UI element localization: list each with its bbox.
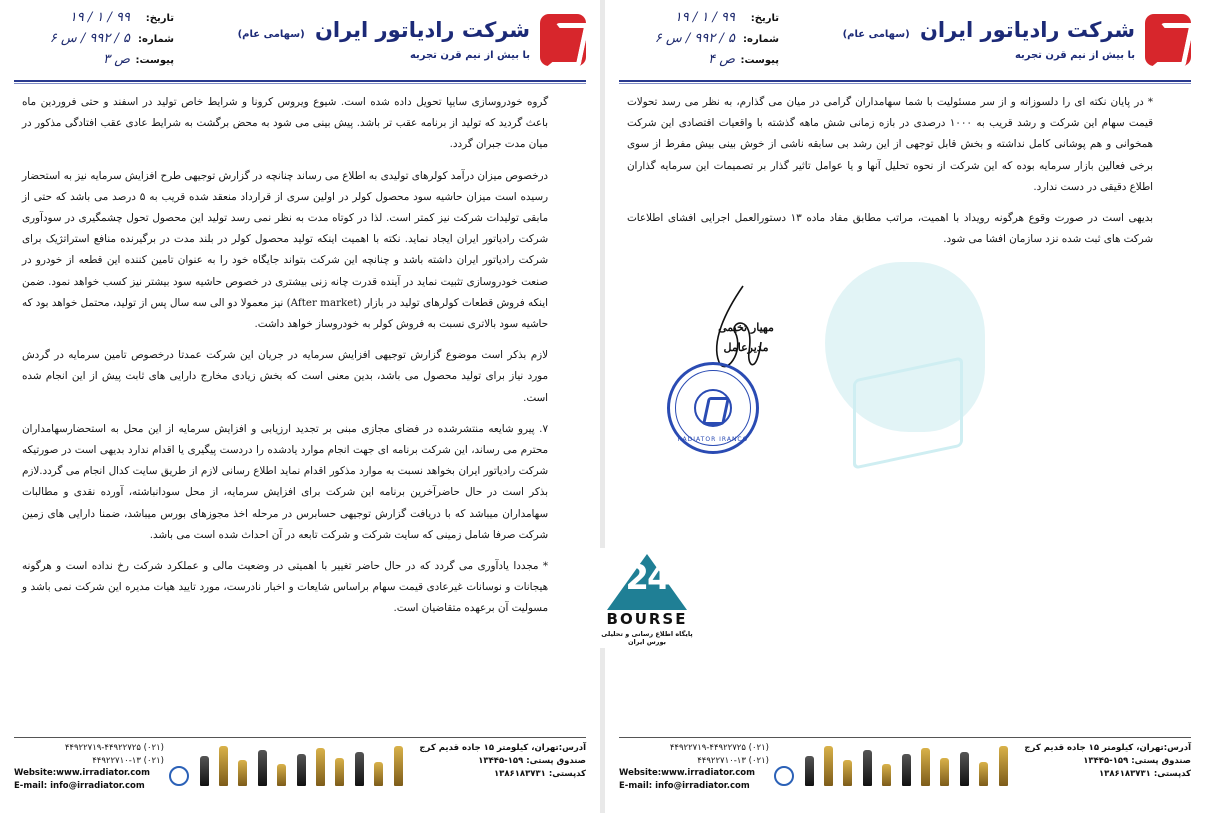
trophy-icon [805,756,814,786]
letter-body [627,92,1153,260]
paragraph: لازم بذکر است موضوع گزارش توجیهی افزایش سرمایه در جریان این شرکت عمدتا درخصوص تامین سرمایه در گردش مورد نیاز برای تولید محصول می باشد، بدین معنی است که بخش زیادی مخارج دارایی های ثابت پیش از این انجام شده است. [22,349,548,404]
certificate-badge-icon [169,766,189,786]
paragraph: درخصوص میزان درآمد کولرهای تولیدی به اطلاع می رساند چنانچه در گزارش توجیهی طرح افزایش سرمایه نیز به استحضار رسیده است میزان حاشیه سود محصول کولر در اولین سری از قرارداد منعقد شده قریب به ۵ درصد می باشد که حتی از مابقی تولیدات شرکت نیز کمتر است. لذا در کوتاه مدت به نظر نمی رسد تولید این محصول تحول چشمگیری در سودآوری شرکت رادیاتور ایران ایجاد نماید. نکته با اهمیت اینکه تولید محصول کولر در بلند مدت در برگیرنده منافع استراتژیک برای شرکت رادیاتور ایران داشته باشد و چنانچه این شرکت بتواند جایگاه خود را به عنوان تامین کننده این قطعه از خودرو در صنعت خودروسازی تثبیت نماید در آینده قدرت چانه زنی بیشتری در خصوص حاشیه سود بیشتر نیز کسب خواهد نمود. ضمن اینکه فروش قطعات کولرهای تولید در بازار (After market) نیز معمولا دو الی سه سال پس از تولید، محتمل خواهد بود که حاشیه سود بالاتری نسبت به فروش کولر به خودروساز خواهد داشت. [22,169,548,331]
date-label: تاریخ: [145,13,174,24]
signature-block [715,318,777,358]
footer-website: Website:www.irradiator.com [619,768,755,778]
footer-divider [619,737,1191,738]
company-logo-icon [1145,14,1191,66]
footer-divider [14,737,586,738]
company-name: شرکت رادیاتور ایران (سهامی عام) [842,18,1135,42]
attachment-value: ص ۴ [708,52,735,67]
footer-phone: (۰۲۱) ۴۴۹۲۲۷۱۹-۴۴۹۲۲۷۲۵ [64,743,164,753]
bourse24-number: 24 [625,558,669,598]
trophy-icon [297,754,306,786]
address-line: صندوق پستی: ۱۵۹-۱۳۴۴۵ [478,756,586,766]
date-value: ۹۹ / ۱ / ۱۹ [674,10,735,25]
footer-address [1021,742,1191,781]
trophy-icon [374,762,383,786]
date-label: تاریخ: [750,13,779,24]
company-tagline: با بیش از نیم قرن تجربه [409,50,530,61]
number-value: ۵ / ۹۹۲ / س ۶ [49,31,130,46]
header-divider-thin [14,83,586,84]
address-line: صندوق پستی: ۱۵۹-۱۳۴۴۵ [1083,756,1191,766]
trophy-icon [960,752,969,786]
certificate-badge-icon [774,766,794,786]
trophy-icon [238,760,247,786]
attachment-label: پیوست: [740,55,779,66]
letter-footer [619,742,1191,802]
letterhead [619,8,1191,80]
trophy-icon [882,764,891,786]
bourse24-word: BOURSE [606,610,688,628]
address-line: کدپستی: ۱۳۸۶۱۸۳۷۳۱ [1098,769,1191,779]
attachment-label: پیوست: [135,55,174,66]
letter-page-left [0,0,600,813]
address-line: آدرس:تهران، کیلومتر ۱۵ جاده قدیم کرج [1024,743,1191,753]
letter-footer [14,742,586,802]
trophy-icon [940,758,949,786]
header-divider [14,80,586,82]
footer-email: E-mail: info@irradiator.com [14,780,145,791]
number-value: ۵ / ۹۹۲ / س ۶ [654,31,735,46]
number-label: شماره: [138,34,174,45]
attachment-value: ص ۳ [103,52,130,67]
awards-strip [769,744,1013,786]
trophy-icon [258,750,267,786]
paragraph: بدیهی است در صورت وقوع هرگونه رویداد با اهمیت، مراتب مطابق مفاد ماده ۱۳ دستورالعمل اجرایی افشای اطلاعات شرکت های ثبت شده نزد سازمان افشا می شود. [627,212,1153,246]
company-type: (سهامی عام) [237,29,305,40]
header-divider [619,80,1191,82]
letter-meta [619,10,779,73]
trophy-icon [355,752,364,786]
footer-fax: (۰۲۱) ۴۴۹۲۲۷۱۰-۱۳ [92,755,164,766]
footer-contact [619,742,769,792]
trophy-icon [335,758,344,786]
number-label: شماره: [743,34,779,45]
paragraph: گروه خودروسازی سایپا تحویل داده شده است. شیوع ویروس کرونا و شرایط خاص تولید در اسفند و حتی فروردین ماه باعث گردید که تولید از برنامه عقب تر باشد. پیش بینی می شود به محض برگشت به شرایط عادی عقب افتادگی مذکور در میان مدت جبران گردد. [22,96,548,151]
address-line: آدرس:تهران، کیلومتر ۱۵ جاده قدیم کرج [419,743,586,753]
trophy-icon [921,748,930,786]
letter-body [22,92,548,630]
company-stamp [667,362,759,454]
address-line: کدپستی: ۱۳۸۶۱۸۳۷۳۱ [493,769,586,779]
company-name: شرکت رادیاتور ایران (سهامی عام) [237,18,530,42]
trophy-icon [843,760,852,786]
company-brand [237,10,586,72]
company-tagline: با بیش از نیم قرن تجربه [1014,50,1135,61]
trophy-icon [200,756,209,786]
trophy-icon [824,746,833,786]
paragraph: * در پایان نکته ای را دلسوزانه و از سر مسئولیت با شما سهامداران گرامی در میان می گذارم، به نظر می رسد تحولات قیمت سهام این شرکت و رشد قریب به ۱۰۰۰ درصدی در بازه زمانی شش ماهه گذشته با واقعیات اقتصادی این شرکت همخوانی و هم پوشانی کامل نداشته و بخش قابل توجهی از این رشد بی سابقه ناشی از خوش بینی بیش مفرط از سوی برخی فعالین بازار سرمایه بوده که این شرکت از نحوه تحلیل آنها و یا عوامل تاثیر گذار بر تصمیمات این سرمایه گذاران اطلاع دقیقی در دست ندارد. [627,96,1154,193]
trophy-icon [863,750,872,786]
letter-meta [14,10,174,73]
signatory-title: مدیرعامل [723,341,769,354]
trophy-icon [219,746,228,786]
footer-address [416,742,586,781]
awards-strip [164,744,408,786]
paragraph: * مجددا یادآوری می گردد که در حال حاضر تغییر با اهمیتی در وضعیت مالی و عملکرد شرکت رخ نداده است و هرگونه هیجانات و نوسانات غیرعادی قیمت سهام براساس شایعات و اخبار نادرست، مورد تایید هیات مدیره این شرکت نمی باشد و مسولیت آن برعهده متقاضیان است. [22,560,548,615]
date-value: ۹۹ / ۱ / ۱۹ [69,10,130,25]
company-brand [842,10,1191,72]
trophy-icon [979,762,988,786]
stamp-logo-icon [694,389,732,427]
company-logo-icon [540,14,586,66]
footer-contact [14,742,164,792]
footer-fax: (۰۲۱) ۴۴۹۲۲۷۱۰-۱۳ [697,755,769,766]
trophy-icon [394,746,403,786]
footer-website: Website:www.irradiator.com [14,768,150,778]
trophy-icon [902,754,911,786]
signatory-name: مهیار تخیمی [718,321,774,334]
footer-phone: (۰۲۱) ۴۴۹۲۲۷۱۹-۴۴۹۲۲۷۲۵ [669,743,769,753]
stamp-text: RADIATOR IRANCO [677,436,749,443]
trophy-icon [277,764,286,786]
paragraph: ۷. پیرو شایعه منتشرشده در فضای مجازی مبنی بر تجدید ارزیابی و افزایش سرمایه از این محل به استحضارسهامداران محترم می رساند، این شرکت برنامه ای جهت انجام موارد یادشده را دردست پیگیری یا اقدام ندارد بدیهی است در صورتیکه شرکت رادیاتور ایران بخواهد نسبت به موارد مذکور اقدام نماید اطلاع رسانی لازم از طریق سایت کدال انجام می گردد.لازم بذکر است در حال حاضرآخرین برنامه این شرکت برای افزایش سرمایه، از محل سودانباشته، آورده نقدی و مطالبات سهامداران میباشد که با دریافت گزارش توجیهی حسابرس در مرحله اخذ مجوزهای بورس میباشد، ضمنا دارایی های زمین شرکت صرفا شامل زمینی که سایت شرکت و شرکت تابعه در آن احداث شده است می باشد. [22,422,548,541]
header-divider-thin [619,83,1191,84]
company-type: (سهامی عام) [842,29,910,40]
bourse24-tagline: پایگاه اطلاع رسانی و تحلیلی بورس ایران [601,630,693,646]
trophy-icon [999,746,1008,786]
letterhead [14,8,586,80]
bourse24-watermark [595,548,699,648]
trophy-icon [316,748,325,786]
footer-email: E-mail: info@irradiator.com [619,780,750,791]
letter-page-right [605,0,1205,813]
